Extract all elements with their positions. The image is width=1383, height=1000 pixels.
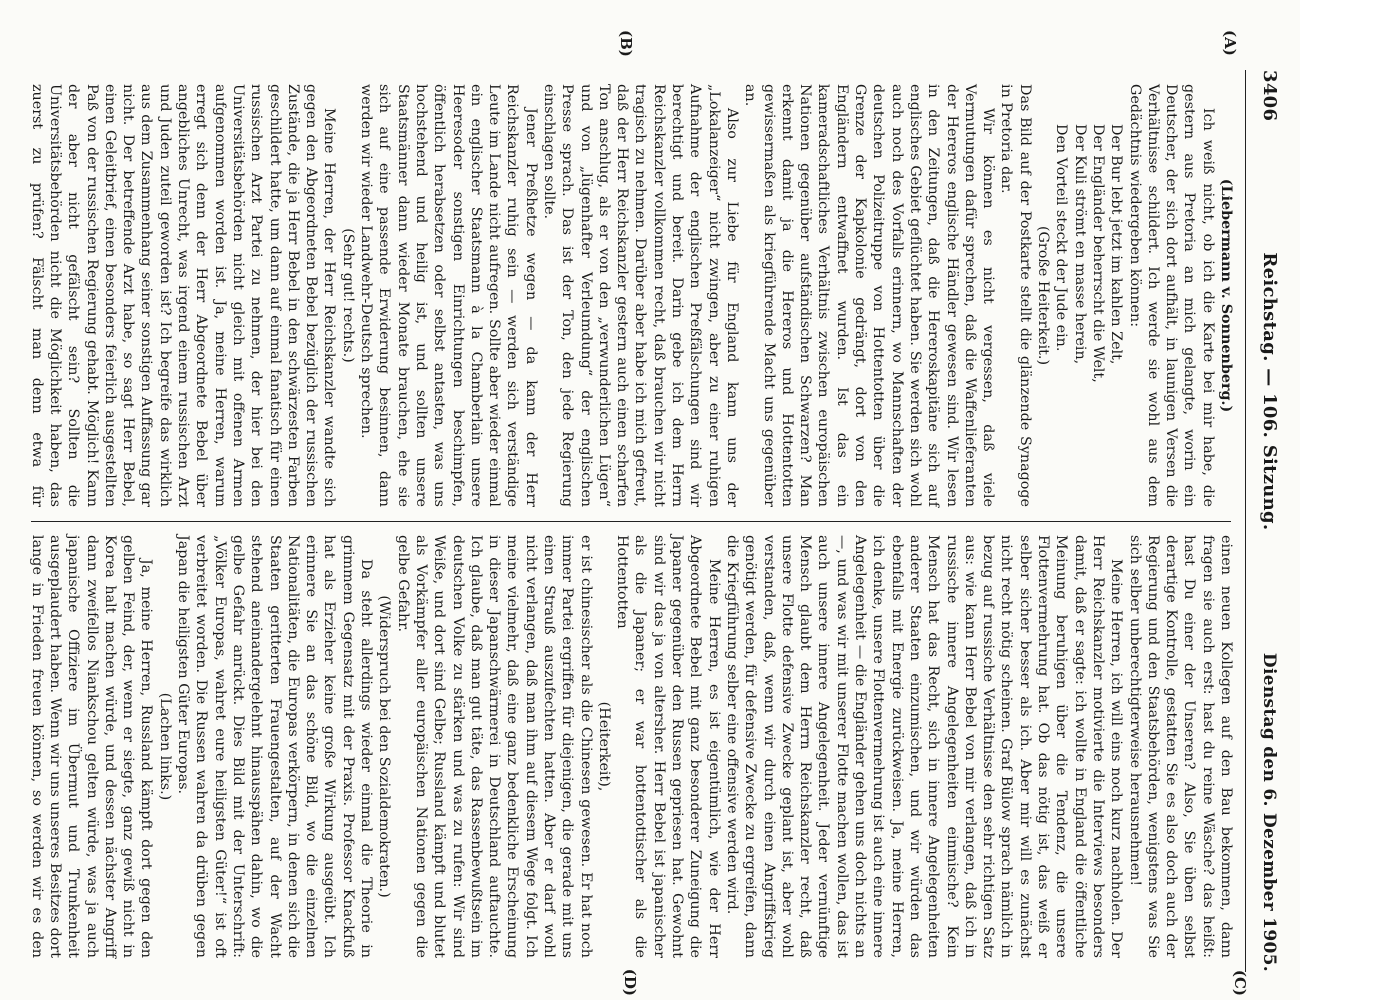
paragraph: Ich weiß nicht, ob ich die Karte bei mir habe, die gestern aus Pretoria an mich gelangte, worin ein Deutscher, der sich dort aufhält, in launigen Versen die Verhältnisse schildert. Ich werde sie wohl aus dem Gedächtnis wiedergeben können: xyxy=(1126,84,1216,507)
left-column xyxy=(25,70,1245,521)
verse-line: Der Engländer beherrscht die Welt, xyxy=(1089,124,1106,383)
page-number: 3406 xyxy=(1259,70,1280,122)
paragraph: Meine Herren, der Herr Reichskanzler wandte sich gegen den Abgeordneten Bebel bezüglich der russischen Zustände, die ja Herr Bebel in den schwärzesten Farben geschildert hatte, um dann auf einmal fanatisch für einen russischen Arzt Partei zu nehmen, der hier bei den Universitätsbehörden nicht gleich mit offenen Armen aufgenommen worden ist. Ja, meine Herren, warum erregt sich denn der Herr Abgeordnete Bebel über angebliches Unrecht, was irgend einem russischen Arzt und Juden zuteil geworden ist? Ich begreife das wirklich aus dem Zusammenhang seiner sonstigen Auffassung gar nicht. Der betreffende Arzt habe, so sagt Herr Bebel, einen Geleitbrief, einen besonders feierlich ausgestellten Paß von der russischen Regierung gehabt. Möglich! Kann der aber nicht gefälscht sein? Sollten die Universitätsbehörden nicht die Möglichkeit haben, das zuerst zu prüfen? Fälscht man denn etwa für xyxy=(28,84,338,507)
margin-marker-d: (D) xyxy=(621,968,639,996)
running-head xyxy=(1245,70,1280,972)
paragraph: Wir können es nicht vergessen, daß viele Vermutungen dafür sprechen, daß die Waffenlieferanten der Hereros englische Händler gewesen sind. Wir lesen in den Zeitungen, daß die Hereroskapitäne sich auf englisches Gebiet geflüchtet haben. Sie werden sich wohl auch noch des Vorfalls erinnern, wo Mannschaften der deutschen Polizeitruppe von Hottentotten über die Grenze der Kapkolonie gedrängt, dort von den Engländern entwaffnet wurden. Ist das ein kameradschaftliches Verhältnis zwischen europäischen Nationen gegenüber aufständischen Schwarzen? Man erkennt damit ja die Hereros und Hottentotten gewissermaßen als kriegführende Macht uns gegenüber an. xyxy=(742,84,997,507)
paragraph: einen neuen Kollegen auf den Bau bekommen, dann fragen sie auch erst: hast du reine Wäsche? das heißt: hast Du einer der Unseren? Also, Sie üben selbst derartige Kontrolle, gestatten Sie es also doch auch der Regierung und den Staatsbehörden, wenigstens was Sie sich selber unberechtigterweise herausnehmen! xyxy=(1126,535,1234,958)
session-date: Dienstag den 6. Dezember 1905. xyxy=(1259,652,1279,972)
paragraph: Ja, meine Herren, Russland kämpft dort gegen den gelben Feind, der, wenn er siegte, ganz gewiß nicht in Korea halt machen würde, und dessen nächster Angriff dann zweifellos Niankschou gelten würde, was ja auch japanische Offiziere im Übermut und Trunkenheit ausgeplaudert haben. Wenn wir uns unseres Besitzes dort lange in Frieden freuen können, so werden wir es den xyxy=(28,535,155,958)
verse-line: Der Kuli strömt en masse herein, xyxy=(1071,124,1088,365)
margin-marker-a: (A) xyxy=(1221,30,1239,56)
paragraph: Da steht allerdings wieder einmal die Theorie in grimmem Gegensatz mit der Praxis. Professor Knackfuß hat als Erzieher keine große Wirkung ausgeübt. Ich erinnere Sie an das schöne Bild, wo die einzelnen Nationalitäten, die Europas verkörpern, in denen sich die Staaten geritterten Frauengestalten, auf der Wacht stehend aneinandergelehnt hinausspähen dahin, wo die gelbe Gefahr anrückt. Dies Bild mit der Unterschrift: „Völker Europas, wahret eure heiligsten Güter!“ ist oft verbreitet worden. Die Russen wahren da drüben gegen Japan die heiligsten Güter Europas. xyxy=(175,535,375,958)
right-column xyxy=(25,521,1245,972)
paragraph: Meine Herren, es ist eigentümlich, wie der Herr Abgeordnete Bebel mit ganz besonderer Zuneigung die Japaner gegenüber den Russen gepriesen hat. Gewohnt sind wir das ja von altersher. Herr Bebel ist japanischer als die Japaner; er war hottentottischer als die Hottentotten xyxy=(614,535,722,958)
paragraph: Jener Preßhetze wegen — da kann der Herr Reichskanzler ruhig sein — werden sich verständige Leute im Lande nicht aufregen. Sollte aber wieder einmal ein englischer Staatsmann à la Chamberlain unsere Heeresoder sonstigen Einrichtungen beschimpfen, öffentlich herabsetzen oder selbst antasten, was uns hochstehend und heilig ist, und sollten unsere Staatsmänner dann wieder Monate brauchen, ehe sie sich auf eine passende Erwiderung besinnen, dann werden wir wieder Landwehr-Deutsch sprechen. xyxy=(358,84,539,507)
margin-marker-c: (C) xyxy=(1231,969,1249,996)
paragraph: Das Bild auf der Postkarte stellt die glänzende Synagoge in Pretoria dar. xyxy=(998,84,1033,507)
interjection: (Lachen links.) xyxy=(156,692,173,801)
session-title: Reichstag. — 106. Sitzung. xyxy=(1259,252,1280,531)
paragraph: Also zur Liebe für England kann uns der „Lokalanzeiger“ nicht zwingen, aber zu einer ruhigen Aufnahme der englischen Preßfälschungen sind wir berechtigt und bereit. Darin gebe ich dem Herrn Reichskanzler vollkommen recht, daß brauchen wir nicht tragisch zu nehmen. Darüber aber habe ich mich gefreut, daß der Herr Reichskanzler gestern auch einen scharfen Ton anschlug, als er von den „verwunderlichen Lügen“ und von „lügenhafter Verleumdung“ der englischen Presse sprach. Das ist der Ton, den jede Regierung einschlagen sollte. xyxy=(541,84,740,507)
verse-line: Den Vorteil steckt der Jude ein. xyxy=(1053,124,1070,352)
interjection: (Große Heiterkeit.) xyxy=(1035,225,1052,366)
column-divider xyxy=(31,521,1231,522)
interjection: (Heiterkeit), xyxy=(595,701,612,792)
interjection: (Widerspruch bei den Sozialdemokraten.) xyxy=(376,595,393,898)
margin-marker-b: (B) xyxy=(617,30,635,57)
paragraph: er ist chinesischer als die Chinesen gewesen. Er hat noch immer Partei ergriffen für diejenigen, die gerade mit uns einen Strauß auszufechten hatten. Aber er darf wohl nicht verlangen, daß man ihm auf diesem Wege folgt. Ich meine vielmehr, daß eine ganz bedenkliche Erscheinung in dieser Japanschwärmerei in Deutschland auftauchte. Ich glaube, daß man gut täte, das Rassenbewußtsein im deutschen Volke zu stärken und was zu rufen: Wir sind Weiße, und dort sind Gelbe; Russland kämpft und blutet als Vorkämpfer aller europäischen Nationen gegen die gelbe Gefahr. xyxy=(394,535,594,958)
interjection: (Sehr gut! rechts.) xyxy=(339,228,356,363)
speaker-name: (Liebermann v. Sonnenberg.) xyxy=(1218,178,1234,413)
verse-line: Der Bur lebt jetzt im kahlen Zelt, xyxy=(1108,124,1125,365)
paragraph: Meine Herren, ich will eins noch kurz nachholen. Der Herr Reichskanzler motivierte die Interviews besonders damit, daß er sagte: ich wollte in England die öffentliche Meinung beruhigen über die Tendenz, die unsere Flottenvermehrung hat. Ob das nötig ist, das weiß er selber sicher besser als ich. Aber mir will es zunächst nicht recht nötig scheinen. Graf Bülow sprach nämlich in bezug auf russische Verhältnisse den sehr richtigen Satz aus: wie kann Herr Bebel von mir verlangen, daß ich in russische innere Angelegenheiten einmische? Kein Mensch hat das Recht, sich in innere Angelegenheiten anderer Staaten einzumischen, und wir würden das ebenfalls mit Energie zurückweisen. Ja, meine Herren, ich denke, unsere Flottenvermehrung ist auch eine innere Angelegenheit — die Engländer gehen uns doch nichts an —, und was wir mit unserer Flotte machen wollen, das ist auch unsere innere Angelegenheit. Jeder vernünftige Mensch glaubt dem Herrn Reichskanzler recht, daß unsere Flotte defensive Zwecke geplant ist, aber wohl verstanden, daß, wenn wir durch einen Angriffskrieg genötigt werden, für defensive Zwecke zu ergreifen, dann die Kriegführung selber eine offensive werden wird. xyxy=(723,535,1125,958)
text-columns xyxy=(25,30,1249,996)
